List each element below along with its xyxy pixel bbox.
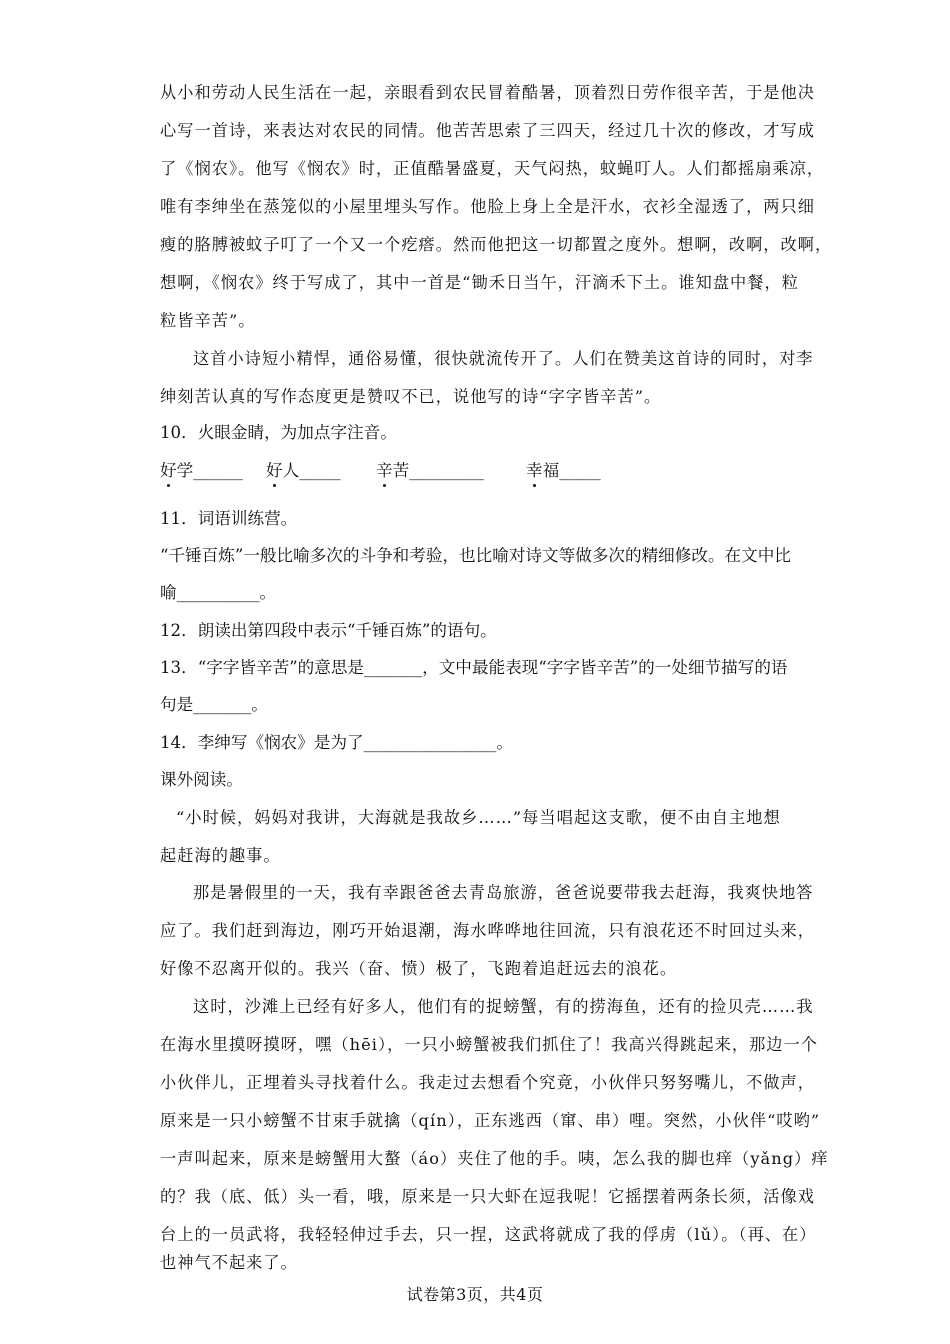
passage-line: 好像不忍离开似的。我兴（奋、愤）极了，飞跑着追赶远去的浪花。 [160,959,678,978]
passage-line: 想啊，《悯农》终于写成了，其中一首是“锄禾日当午，汗滴禾下土。谁知盘中餐，粒 [160,273,800,292]
question-14: 14．李绅写《悯农》是为了________________。 [160,733,513,752]
passage-line: 应了。我们赶到海边，刚巧开始退潮，海水哗哗地往回流，只有浪花还不时回过头来， [160,921,816,940]
passage-line: 在海水里摸呀摸呀，嘿（hēi），一只小螃蟹被我们抓住了！我高兴得跳起来，那边一个 [160,1035,819,1054]
passage-line: 从小和劳动人民生活在一起，亲眼看到农民冒着酷暑，顶着烈日劳作很辛苦，于是他决 [160,83,816,102]
section-title: 课外阅读。 [160,770,243,789]
question-11-text: 喻__________。 [160,583,277,602]
passage-line: 原来是一只小螃蟹不甘束手就擒（qín），正东逃西（窜、串）哩。突然，小伙伴“哎哟” [160,1111,821,1130]
passage-line: 一声叫起来，原来是螃蟹用大螯（áo）夹住了他的手。咦，怎么我的脚也痒（yǎng）痒 [160,1149,829,1168]
item-char: 学 [176,461,194,480]
passage-line: 那是暑假里的一天，我有幸跟爸爸去青岛旅游，爸爸说要带我去赶海，我爽快地答 [193,883,814,902]
passage-line: 唯有李绅坐在蒸笼似的小屋里埋头写作。他脸上身上全是汗水，衣衫全湿透了，两只细 [160,197,816,216]
dotted-char: 好 [160,457,177,481]
question-13-text: 13．“字字皆辛苦”的意思是_______，文中最能表现“字字皆辛苦”的一处细节描写的语 [160,658,788,677]
page-footer: 试卷第3页，共4页 [406,1285,544,1304]
passage-line: 瘦的胳膊被蚊子叮了一个又一个疙瘩。然而他把这一切都置之度外。想啊，改啊，改啊， [160,235,833,254]
item-char: 福 [542,461,560,480]
question-13-text: 句是_______。 [160,695,268,714]
passage-line: 这时，沙滩上已经有好多人，他们有的捉螃蟹，有的捞海鱼，还有的捡贝壳……我 [193,997,814,1016]
pinyin-item [526,457,601,481]
pinyin-item [266,457,376,481]
question-12: 12．朗读出第四段中表示“千锤百炼”的语句。 [160,621,497,640]
question-10-title: 10．火眼金睛，为加点字注音。 [160,423,397,442]
answer-blank: _____ [299,461,341,480]
passage-line: 小伙伴儿，正埋着头寻找着什么。我走过去想看个究竟，小伙伴只努努嘴儿，不做声， [160,1073,816,1092]
answer-blank: _________ [409,461,484,480]
question-11-title: 11．词语训练营。 [160,509,298,528]
question-10-items [160,457,601,481]
passage-line: 绅刻苦认真的写作态度更是赞叹不已，说他写的诗“字字皆辛苦”。 [160,387,662,406]
passage-line: 也神气不起来了。 [160,1253,298,1272]
question-11-text: “千锤百炼”一般比喻多次的斗争和考验，也比喻对诗文等做多次的精细修改。在文中比 [160,546,791,565]
passage-line: 了《悯农》。他写《悯农》时，正值酷暑盛夏，天气闷热，蚊蝇叮人。人们都摇扇乘凉， [160,159,825,178]
item-char: 苦 [392,461,410,480]
passage-line: 台上的一员武将，我轻轻伸过手去，只一捏，这武将就成了我的俘虏（lǔ）。（再、在） [160,1225,817,1244]
passage-line: 起赶海的趣事。 [160,846,281,865]
answer-blank: ______ [193,461,243,480]
passage-line: 的？我（底、低）头一看，哦，原来是一只大虾在逗我呢！它摇摆着两条长须，活像戏 [160,1187,816,1206]
item-char: 人 [282,461,300,480]
passage-line: 这首小诗短小精悍，通俗易懂，很快就流传开了。人们在赞美这首诗的同时，对李 [193,349,814,368]
passage-line: “小时候，妈妈对我讲，大海就是我故乡……”每当唱起这支歌，便不由自主地想 [176,808,781,827]
passage-line: 粒皆辛苦”。 [160,311,256,330]
pinyin-item [160,457,266,481]
pinyin-item [376,457,526,481]
dotted-char: 辛 [376,457,393,481]
answer-blank: _____ [559,461,601,480]
dotted-char: 好 [266,457,283,481]
passage-line: 心写一首诗，来表达对农民的同情。他苦苦思索了三四天，经过几十次的修改，才写成 [160,121,816,140]
dotted-char: 幸 [526,457,543,481]
